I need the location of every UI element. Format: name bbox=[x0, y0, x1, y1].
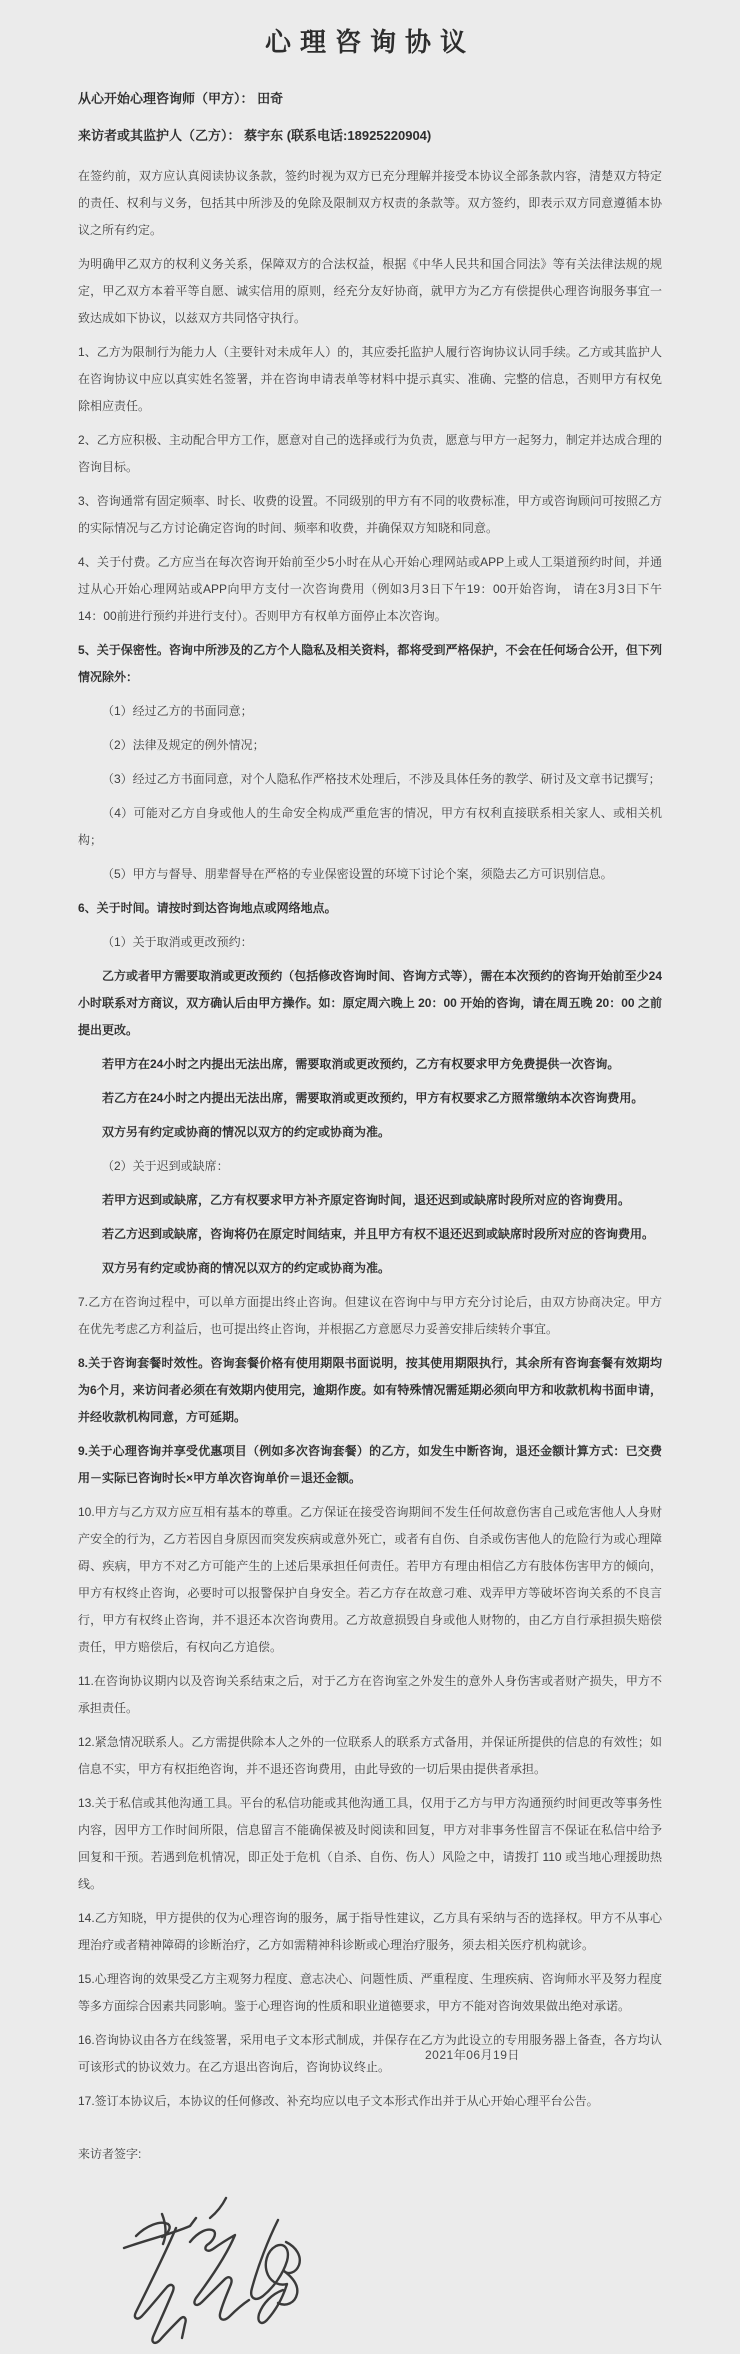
clause-3: 3、咨询通常有固定频率、时长、收费的设置。不同级别的甲方有不同的收费标准，甲方或咨询顾问可按照乙方的实际情况与乙方讨论确定咨询的时间、频率和收费，并确保双方知晓和同意。 bbox=[78, 494, 662, 535]
party-a-line: 从心开始心理咨询师（甲方）： 田奇 bbox=[78, 91, 284, 106]
clause-5-exception-2: （2）法律及规定的例外情况； bbox=[102, 738, 265, 752]
clause-7: 7.乙方在咨询过程中，可以单方面提出终止咨询。但建议在咨询中与甲方充分讨论后，由双方协商决定。甲方在优先考虑乙方利益后，也可提出终止咨询，并根据乙方意愿尽力妥善安排后续转介事宜。 bbox=[78, 1295, 662, 1336]
clause-14: 14.乙方知晓，甲方提供的仅为心理咨询的服务，属于指导性建议，乙方具有采纳与否的选择权。甲方不从事心理治疗或者精神障碍的诊断治疗，乙方如需精神科诊断或心理治疗服务，须去相关医疗机构就诊。 bbox=[78, 1911, 662, 1952]
clause-6-sub1-rule-3: 若乙方在24小时之内提出无法出席，需要取消或更改预约，甲方有权要求乙方照常缴纳本次咨询费用。 bbox=[102, 1091, 644, 1105]
party-b-line: 来访者或其监护人（乙方）： 蔡宇东 (联系电话:18925220904) bbox=[78, 128, 432, 143]
clause-6-sub2-heading: （2）关于迟到或缺席： bbox=[102, 1159, 229, 1173]
clause-16: 16.咨询协议由各方在线签署，采用电子文本形式制成，并保存在乙方为此设立的专用服务器上备查，各方均认可该形式的协议效力。在乙方退出咨询后，咨询协议终止。 bbox=[78, 2033, 662, 2074]
clause-5-exception-4: （4）可能对乙方自身或他人的生命安全构成严重危害的情况，甲方有权利直接联系相关家人、或相关机构； bbox=[78, 806, 662, 847]
clause-5-exception-1: （1）经过乙方的书面同意； bbox=[102, 704, 253, 718]
clause-6-sub1-rule-4: 双方另有约定或协商的情况以双方的约定或协商为准。 bbox=[102, 1125, 391, 1139]
signing-date: 2021年06月19日 bbox=[425, 2048, 520, 2062]
clause-6-sub2-rule-3: 双方另有约定或协商的情况以双方的约定或协商为准。 bbox=[102, 1261, 391, 1275]
clause-5-exception-5: （5）甲方与督导、朋辈督导在严格的专业保密设置的环境下讨论个案，须隐去乙方可识别信息。 bbox=[102, 867, 613, 881]
clause-6-sub1-rule-1: 乙方或者甲方需要取消或更改预约（包括修改咨询时间、咨询方式等），需在本次预约的咨询开始前至少24小时联系对方商议，双方确认后由甲方操作。如：原定周六晚上 20：00 开始的咨询，请在周五晚 20：00 之前提出更改。 bbox=[78, 969, 662, 1037]
clause-10: 10.甲方与乙方双方应互相有基本的尊重。乙方保证在接受咨询期间不发生任何故意伤害自己或危害他人人身财产安全的行为，乙方若因自身原因而突发疾病或意外死亡，或者有自伤、自杀或伤害他人的危险行为或心理障碍、疾病，甲方不对乙方可能产生的上述后果承担任何责任。若甲方有理由相信乙方有肢体伤害甲方的倾向，甲方有权终止咨询，必要时可以报警保护自身安全。若乙方存在故意刁难、戏弄甲方等破坏咨询关系的不良言行，甲方有权终止咨询，并不退还本次咨询费用。乙方故意损毁自身或他人财物的，由乙方自行承担损失赔偿责任，甲方赔偿后，有权向乙方追偿。 bbox=[78, 1505, 662, 1654]
clause-5-exception-3: （3）经过乙方书面同意，对个人隐私作严格技术处理后，不涉及具体任务的教学、研讨及文章书记撰写； bbox=[102, 772, 661, 786]
clause-6-sub2-rule-2: 若乙方迟到或缺席，咨询将仍在原定时间结束，并且甲方有权不退还迟到或缺席时段所对应的咨询费用。 bbox=[102, 1227, 655, 1241]
page-title: 心理咨询协议 bbox=[264, 27, 475, 57]
clause-6: 6、关于时间。请按时到达咨询地点或网络地点。 bbox=[78, 901, 337, 915]
clause-6-sub1-heading: （1）关于取消或更改预约： bbox=[102, 935, 253, 949]
clause-1: 1、乙方为限制行为能力人（主要针对未成年人）的，其应委托监护人履行咨询协议认同手续。乙方或其监护人在咨询协议中应以真实姓名签署，并在咨询申请表单等材料中提示真实、准确、完整的信息，否则甲方有权免除相应责任。 bbox=[78, 345, 662, 413]
clause-8: 8.关于咨询套餐时效性。咨询套餐价格有使用期限书面说明，按其使用期限执行，其余所有咨询套餐有效期均为6个月，来访问者必须在有效期内使用完，逾期作废。如有特殊情况需延期必须向甲方和收款机构书面申请，并经收款机构同意，方可延期。 bbox=[78, 1356, 662, 1424]
clause-4: 4、关于付费。乙方应当在每次咨询开始前至少5小时在从心开始心理网站或APP上或人工渠道预约时间，并通过从心开始心理网站或APP向甲方支付一次咨询费用（例如3月3日下午19：00开始咨询， 请在3月3日下午14：00前进行预约并进行支付）。否则甲方有权单方面停止本次咨询。 bbox=[78, 555, 662, 623]
clause-11: 11.在咨询协议期内以及咨询关系结束之后，对于乙方在咨询室之外发生的意外人身伤害或者财产损失，甲方不承担责任。 bbox=[78, 1674, 662, 1715]
clause-15: 15.心理咨询的效果受乙方主观努力程度、意志决心、问题性质、严重程度、生理疾病、咨询师水平及努力程度等多方面综合因素共同影响。鉴于心理咨询的性质和职业道德要求，甲方不能对咨询效果做出绝对承诺。 bbox=[78, 1972, 662, 2013]
clause-2: 2、乙方应积极、主动配合甲方工作，愿意对自己的选择或行为负责，愿意与甲方一起努力，制定并达成合理的咨询目标。 bbox=[78, 433, 662, 474]
clause-13: 13.关于私信或其他沟通工具。平台的私信功能或其他沟通工具，仅用于乙方与甲方沟通预约时间更改等事务性内容，因甲方工作时间所限，信息留言不能确保被及时阅读和回复，甲方对非事务性留言不保证在私信中给予回复和干预。若遇到危机情况，即正处于危机（自杀、自伤、伤人）风险之中，请拨打 110 或当地心理援助热线。 bbox=[78, 1796, 662, 1891]
clause-6-sub2-rule-1: 若甲方迟到或缺席，乙方有权要求甲方补齐原定咨询时间，退还迟到或缺席时段所对应的咨询费用。 bbox=[102, 1193, 631, 1207]
signature-label: 来访者签字: bbox=[78, 2147, 142, 2161]
intro-paragraph-1: 在签约前，双方应认真阅读协议条款，签约时视为双方已充分理解并接受本协议全部条款内容，清楚双方特定的责任、权利与义务，包括其中所涉及的免除及限制双方权责的条款等。双方签约，即表示双方同意遵循本协议之所有约定。 bbox=[78, 169, 662, 237]
intro-paragraph-2: 为明确甲乙双方的权利义务关系，保障双方的合法权益，根据《中华人民共和国合同法》等有关法律法规的规定，甲乙双方本着平等自愿、诚实信用的原则，经充分友好协商，就甲方为乙方有偿提供心理咨询服务事宜一致达成如下协议，以兹双方共同恪守执行。 bbox=[78, 257, 662, 325]
clause-6-sub1-rule-2: 若甲方在24小时之内提出无法出席，需要取消或更改预约，乙方有权要求甲方免费提供一次咨询。 bbox=[102, 1057, 620, 1071]
clause-17: 17.签订本协议后，本协议的任何修改、补充均应以电子文本形式作出并于从心开始心理平台公告。 bbox=[78, 2094, 599, 2108]
signature-image bbox=[106, 2184, 662, 2354]
clause-5: 5、关于保密性。咨询中所涉及的乙方个人隐私及相关资料，都将受到严格保护，不会在任何场合公开，但下列情况除外： bbox=[78, 643, 662, 684]
handwritten-signature-icon bbox=[106, 2184, 326, 2354]
clause-9: 9.关于心理咨询并享受优惠项目（例如多次咨询套餐）的乙方，如发生中断咨询，退还金额计算方式：已交费用－实际已咨询时长×甲方单次咨询单价＝退还金额。 bbox=[78, 1444, 662, 1485]
clause-12: 12.紧急情况联系人。乙方需提供除本人之外的一位联系人的联系方式备用，并保证所提供的信息的有效性；如信息不实，甲方有权拒绝咨询，并不退还咨询费用，由此导致的一切后果由提供者承担。 bbox=[78, 1735, 662, 1776]
